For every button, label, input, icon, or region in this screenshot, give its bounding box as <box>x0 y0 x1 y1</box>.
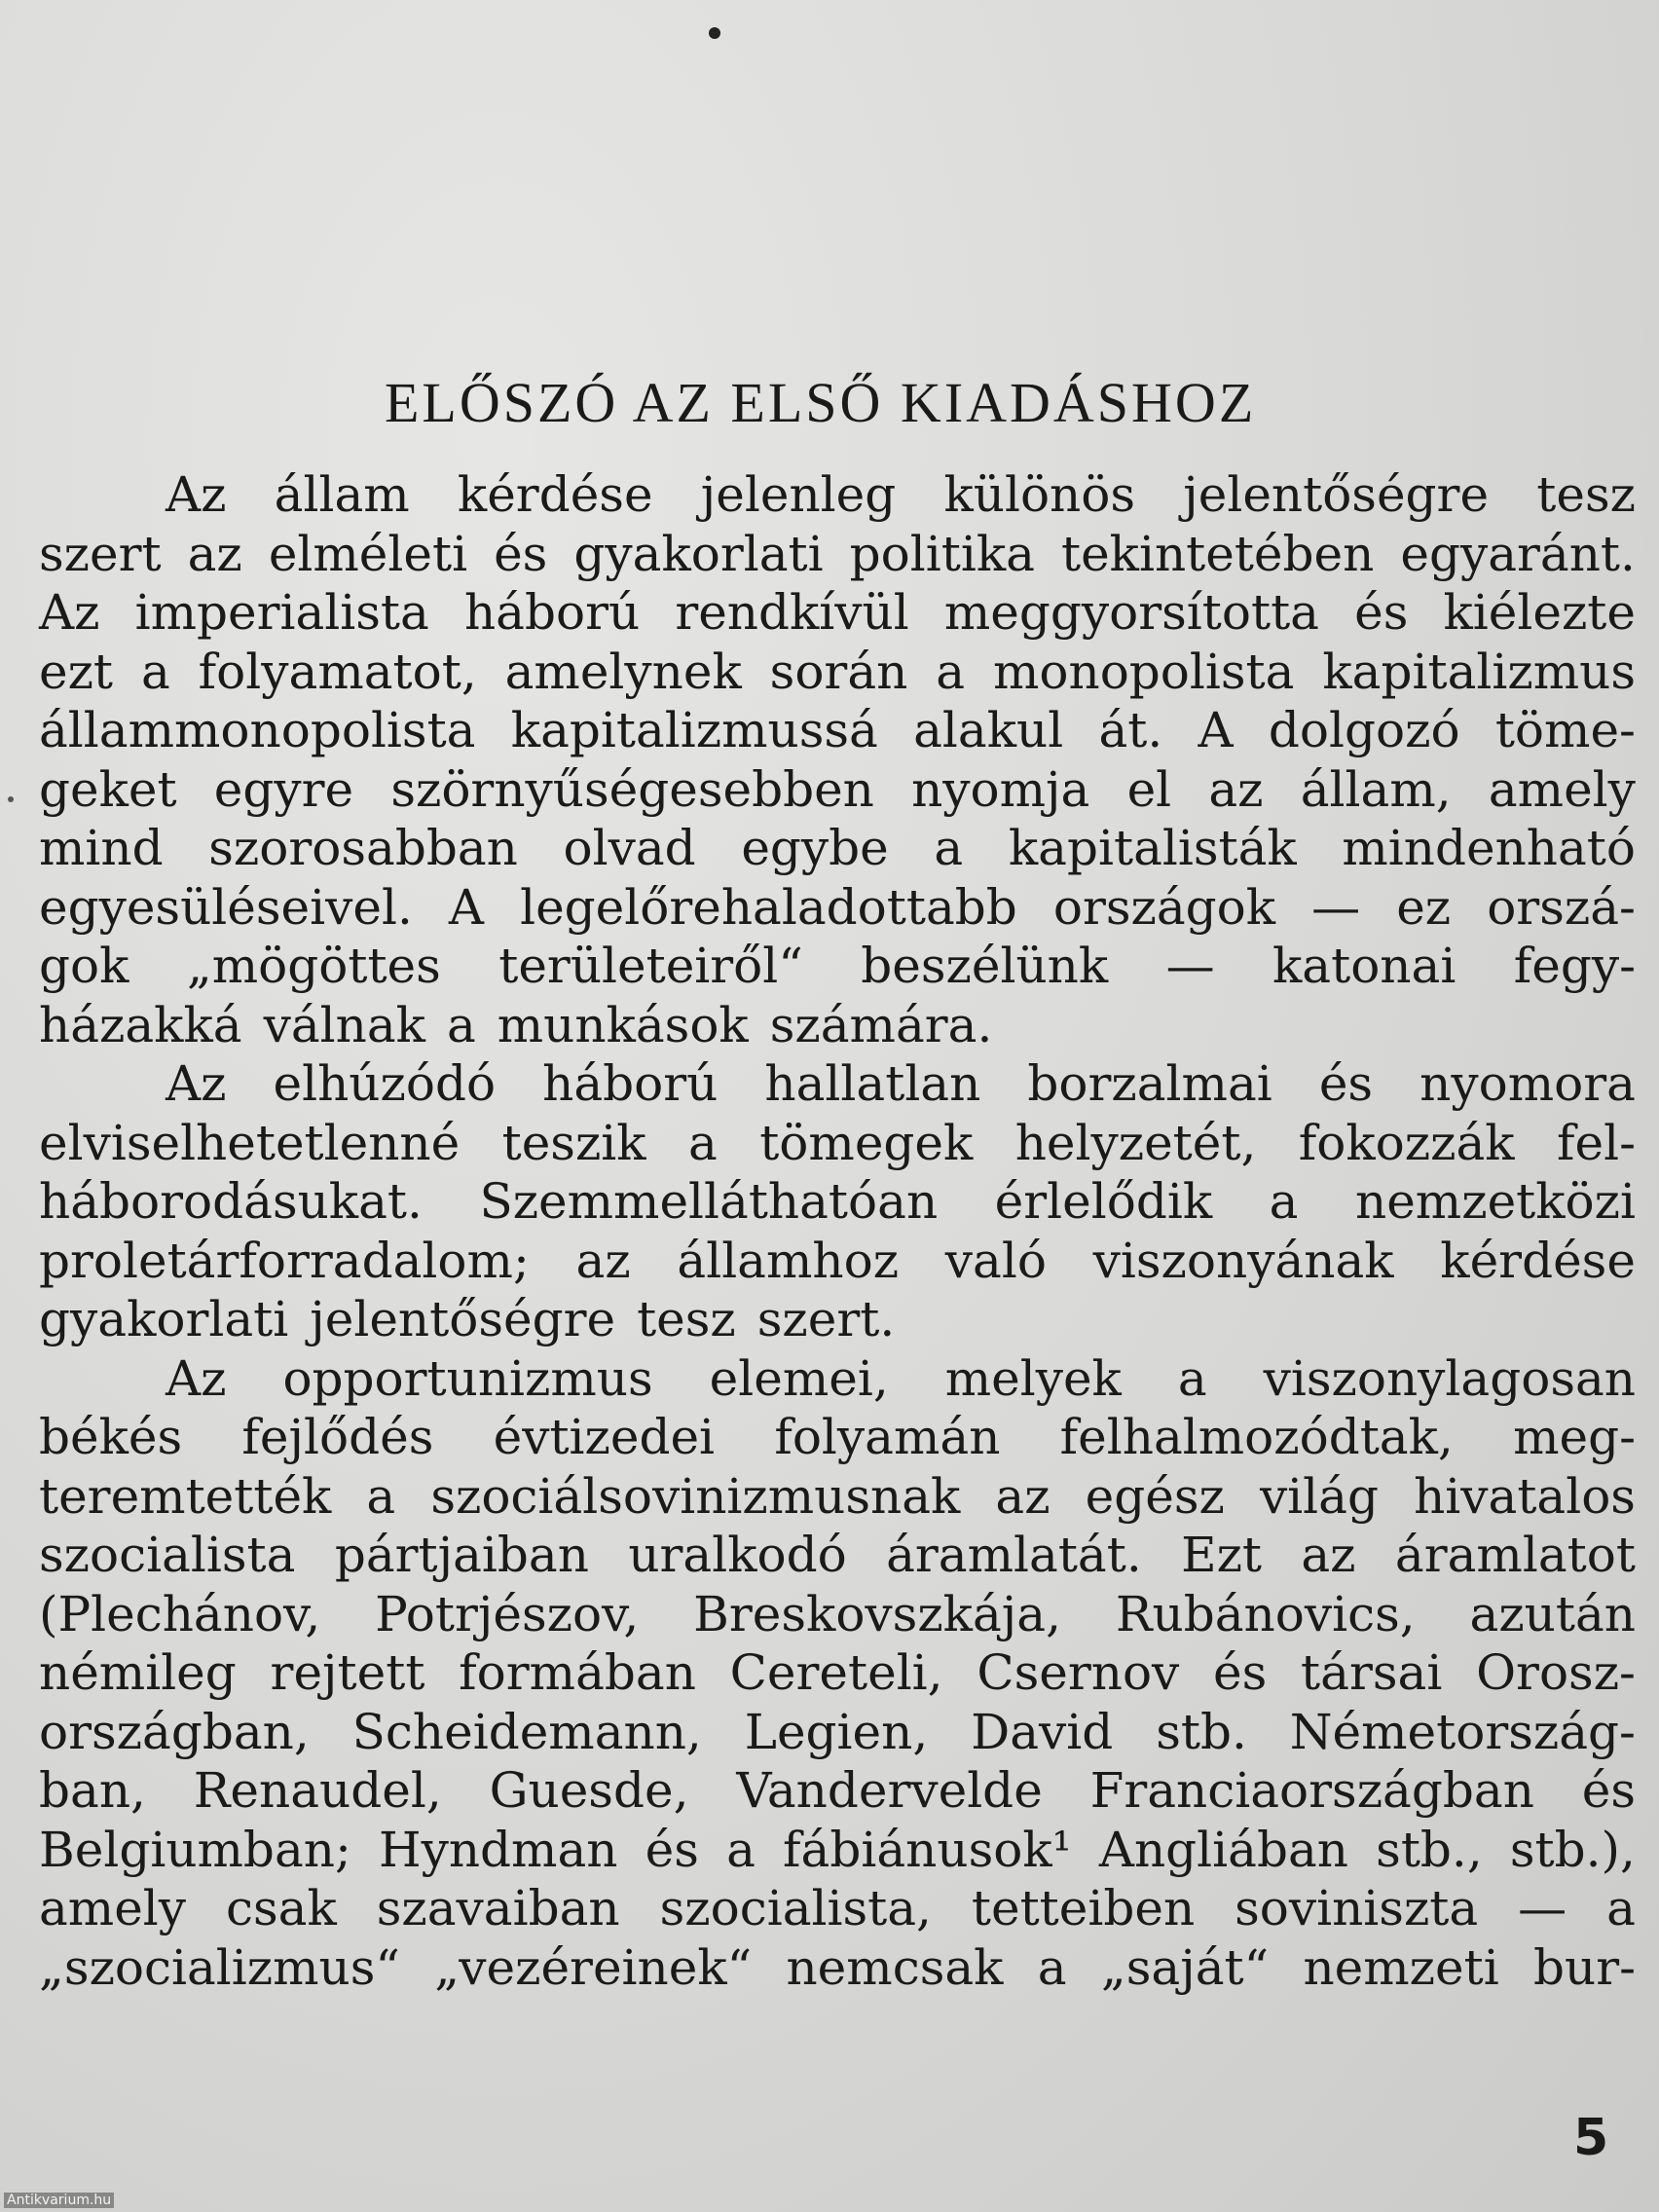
text-line: Belgiumban; Hyndman és a fábiánusok¹ Angliában stb., stb.), <box>39 1821 1636 1878</box>
text-line: Az imperialista háború rendkívül meggyorsította és kiélezte <box>39 584 1636 641</box>
paragraph <box>39 1054 1636 1349</box>
text-line: (Plechánov, Potrjészov, Breskovszkája, Rubánovics, azután <box>39 1585 1636 1642</box>
body-text <box>39 465 1636 1997</box>
watermark: Antikvarium.hu <box>4 2193 114 2208</box>
text-line: geket egyre szörnyűségesebben nyomja el az állam, amely <box>39 760 1636 818</box>
text-line: gok „mögöttes területeiről“ beszélünk — katonai fegy- <box>39 938 1636 994</box>
paragraph <box>39 1349 1636 1998</box>
text-line: szocialista pártjaiban uralkodó áramlatát. Ezt az áramlatot <box>39 1527 1636 1583</box>
text-line: mind szorosabban olvad egybe a kapitalisták mindenható <box>39 820 1636 876</box>
paragraph <box>39 465 1636 1054</box>
text-line: Az opportunizmus elemei, melyek a viszonylagosan <box>166 1349 1636 1407</box>
text-line: ban, Renaudel, Guesde, Vandervelde Franciaországban és <box>39 1762 1636 1819</box>
text-line: Az állam kérdése jelenleg különös jelentőségre tesz <box>166 466 1636 523</box>
text-line: szert az elméleti és gyakorlati politika tekintetében egyaránt. <box>39 525 1636 582</box>
ink-dot <box>709 27 720 39</box>
text-line: Az elhúzódó háború hallatlan borzalmai és nyomora <box>166 1055 1636 1112</box>
text-line: házakká válnak a munkások számára. <box>39 996 993 1053</box>
text-line: amely csak szavaiban szocialista, tetteiben soviniszta — a <box>39 1880 1636 1936</box>
text-line: ezt a folyamatot, amelynek során a monopolista kapitalizmus <box>39 643 1636 700</box>
text-line: gyakorlati jelentőségre tesz szert. <box>39 1291 896 1347</box>
text-line: elviselhetetlenné teszik a tömegek helyzetét, fokozzák fel- <box>39 1114 1636 1171</box>
chapter-heading: ELŐSZÓ AZ ELSŐ KIADÁSHOZ <box>385 371 1257 434</box>
text-line: állammonopolista kapitalizmussá alakul át. A dolgozó töme- <box>39 702 1636 758</box>
text-line: egyesüléseivel. A legelőrehaladottabb országok — ez orszá- <box>39 878 1636 936</box>
text-line: békés fejlődés évtizedei folyamán felhalmozódtak, meg- <box>39 1409 1636 1465</box>
text-line: proletárforradalom; az államhoz való viszonyának kérdése <box>39 1232 1636 1289</box>
text-line: teremtették a szociálsovinizmusnak az egész világ hivatalos <box>39 1467 1636 1525</box>
text-line: „szocializmus“ „vezéreinek“ nemcsak a „saját“ nemzeti bur- <box>39 1938 1636 1996</box>
text-line: országban, Scheidemann, Legien, David stb. Németország- <box>39 1703 1636 1760</box>
page-number: 5 <box>1573 2109 1609 2167</box>
text-line: háborodásukat. Szemmelláthatóan érlelődik a nemzetközi <box>39 1173 1636 1230</box>
text-line: némileg rejtett formában Cereteli, Csernov és társai Orosz- <box>39 1644 1636 1701</box>
ink-dot <box>8 796 14 802</box>
